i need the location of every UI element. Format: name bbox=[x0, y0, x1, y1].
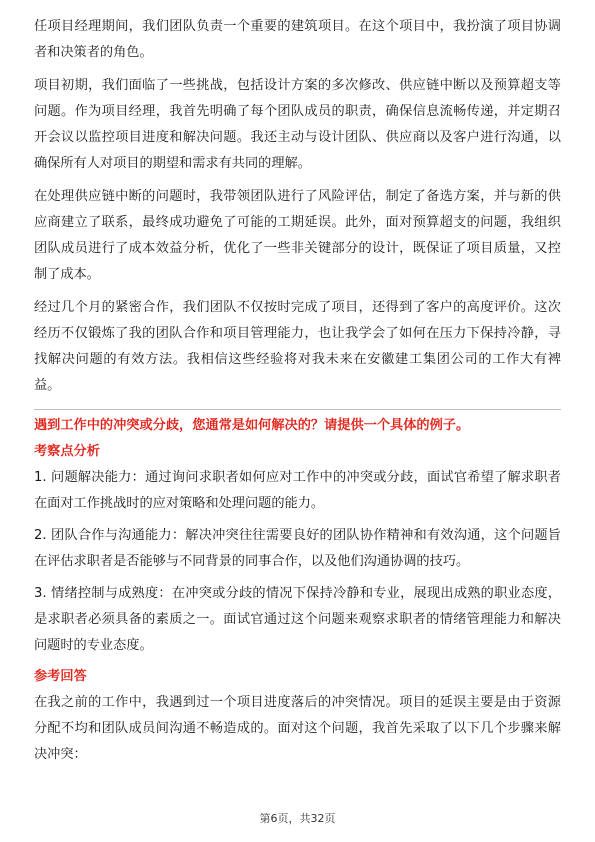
analysis-point-1: 1. 问题解决能力：通过询问求职者如何应对工作中的冲突或分歧，面试官希望了解求职者在面对工作挑战时的应对策略和处理问题的能力。 bbox=[34, 470, 561, 511]
intro-paragraph-2: 项目初期，我们面临了一些挑战，包括设计方案的多次修改、供应链中断以及预算超支等问题。作为项目经理，我首先明确了每个团队成员的职责，确保信息流畅传递，并定期召开会议以监控项目进度和解决问题。我还主动与设计团队、供应商以及客户进行沟通，以确保所有人对项目的期望和需求有共同的理解。 bbox=[34, 78, 561, 171]
section-divider bbox=[34, 409, 561, 410]
analysis-point-3: 3. 情绪控制与成熟度：在冲突或分歧的情况下保持冷静和专业，展现出成熟的职业态度，是求职者必须具备的素质之一。面试官通过这个问题来观察求职者的情绪管理能力和解决问题时的专业态度。 bbox=[34, 586, 561, 653]
analysis-point-2: 2. 团队合作与沟通能力：解决冲突往往需要良好的团队协作精神和有效沟通，这个问题旨在评估求职者是否能够与不同背景的同事合作，以及他们沟通协调的技巧。 bbox=[34, 528, 561, 569]
answer-title: 参考回答 bbox=[34, 669, 87, 684]
intro-paragraph-3: 在处理供应链中断的问题时，我带领团队进行了风险评估，制定了备选方案，并与新的供应商建立了联系，最终成功避免了可能的工期延误。此外，面对预算超支的问题，我组织团队成员进行了成本效益分析，优化了一些非关键部分的设计，既保证了项目质量，又控制了成本。 bbox=[34, 189, 561, 282]
page-content bbox=[34, 14, 561, 775]
analysis-title: 考察点分析 bbox=[34, 444, 100, 459]
analysis-points bbox=[34, 465, 561, 659]
intro-paragraph-4: 经过几个月的紧密合作，我们团队不仅按时完成了项目，还得到了客户的高度评价。这次经历不仅锻炼了我的团队合作和项目管理能力，也让我学会了如何在压力下保持冷静，寻找解决问题的有效方法。我相信这些经验将对我未来在安徽建工集团公司的工作大有裨益。 bbox=[34, 300, 561, 393]
interview-question: 遇到工作中的冲突或分歧，您通常是如何解决的？请提供一个具体的例子。 bbox=[34, 418, 470, 433]
answer-paragraph: 在我之前的工作中，我遇到过一个项目进度落后的冲突情况。项目的延误主要是由于资源分配不均和团队成员间沟通不畅造成的。面对这个问题，我首先采取了以下几个步骤来解决冲突： bbox=[34, 695, 561, 762]
page-number: 第6页，共32页 bbox=[259, 812, 336, 825]
intro-paragraph-1: 任项目经理期间，我们团队负责一个重要的建筑项目。在这个项目中，我扮演了项目协调者和决策者的角色。 bbox=[34, 19, 561, 60]
